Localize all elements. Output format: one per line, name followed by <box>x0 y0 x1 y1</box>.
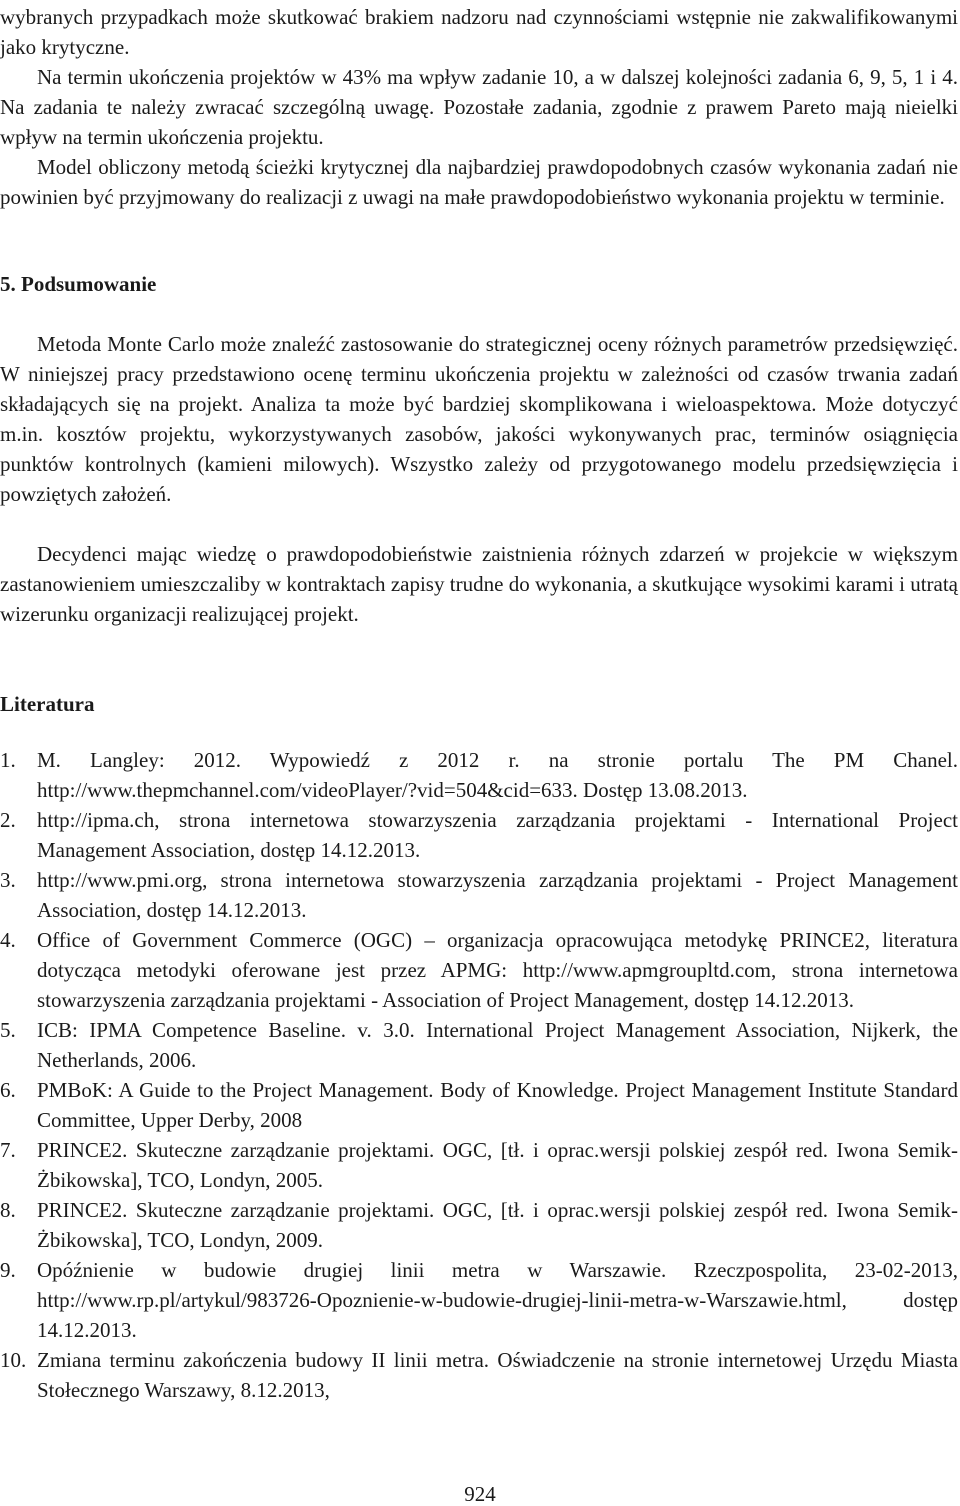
paragraph-critical-path-model: Model obliczony metodą ścieżki krytycznej dla najbardziej prawdopodobnych czasów wykonania zadań nie powinien być przyjmowany do realizacji z uwagi na małe prawdopodobieństwo wykonania projektu w terminie. <box>0 155 958 209</box>
reference-item <box>0 865 958 925</box>
reference-text: http://www.pmi.org, strona internetowa stowarzyszenia zarządzania projektami - Project Management Association, dostęp 14.12.2013. <box>37 868 958 922</box>
reference-item <box>0 1195 958 1255</box>
reference-text: http://ipma.ch, strona internetowa stowarzyszenia zarządzania projektami - International Project Management Association, dostęp 14.12.2013. <box>37 808 958 862</box>
reference-number: 3. <box>0 868 16 892</box>
reference-number: 6. <box>0 1078 16 1102</box>
reference-text: Opóźnienie w budowie drugiej linii metra w Warszawie. Rzeczpospolita, 23-02-2013, http://www.rp.pl/artykul/983726-Opoznienie-w-budowie-drugiej-linii-metra-w-Warszawie.html, dostęp 14.12.2013. <box>37 1258 958 1342</box>
paragraph-summary-decision-makers: Decydenci mając wiedzę o prawdopodobieństwie zaistnienia różnych zdarzeń w projekcie w większym zastanowieniem umieszczaliby w kontraktach zapisy trudne do wykonania, a skutkujące wysokimi karami i utratą wizerunku organizacji realizującej projekt. <box>0 542 958 626</box>
reference-item <box>0 1135 958 1195</box>
reference-list <box>0 745 958 1405</box>
reference-item <box>0 1015 958 1075</box>
reference-number: 8. <box>0 1198 16 1222</box>
section-heading-summary: 5. Podsumowanie <box>0 272 157 296</box>
reference-number: 2. <box>0 808 16 832</box>
reference-text: PRINCE2. Skuteczne zarządzanie projektami. OGC, [tł. i oprac.wersji polskiej zespół red. Iwona Semik-Żbikowska], TCO, Londyn, 2009. <box>37 1198 958 1252</box>
reference-number: 9. <box>0 1258 16 1282</box>
reference-number: 5. <box>0 1018 16 1042</box>
reference-text: M. Langley: 2012. Wypowiedź z 2012 r. na stronie portalu The PM Chanel. http://www.thepmchannel.com/videoPlayer/?vid=504&cid=633. Dostęp 13.08.2013. <box>37 748 958 802</box>
reference-text: PMBoK: A Guide to the Project Management. Body of Knowledge. Project Management Institute Standard Committee, Upper Derby, 2008 <box>37 1078 958 1132</box>
reference-number: 10. <box>0 1348 27 1372</box>
reference-text: PRINCE2. Skuteczne zarządzanie projektami. OGC, [tł. i oprac.wersji polskiej zespół red. Iwona Semik-Żbikowska], TCO, Londyn, 2005. <box>37 1138 958 1192</box>
reference-item <box>0 805 958 865</box>
paragraph-critical-tasks: Na termin ukończenia projektów w 43% ma wpływ zadanie 10, a w dalszej kolejności zadania 6, 9, 5, 1 i 4. Na zadania te należy zwracać szczególną uwagę. Pozostałe zadania, zgodnie z prawem Pareto mają nieielki wpływ na termin ukończenia projektu. <box>0 65 958 149</box>
page-number: 924 <box>464 1482 496 1506</box>
reference-item <box>0 745 958 805</box>
reference-text: Office of Government Commerce (OGC) – organizacja opracowująca metodykę PRINCE2, literatura dotycząca metodyki oferowane jest przez APMG: http://www.apmgroupltd.com, strona internetowa stowarzyszenia zarządzania projektami - Association of Project Management, dostęp 14.12.2013. <box>37 928 958 1012</box>
reference-number: 7. <box>0 1138 16 1162</box>
paragraph-continuation: wybranych przypadkach może skutkować brakiem nadzoru nad czynnościami wstępnie nie zakwalifikowanymi jako krytyczne. <box>0 5 958 59</box>
reference-number: 1. <box>0 748 16 772</box>
reference-item <box>0 1075 958 1135</box>
paragraph-summary-monte-carlo: Metoda Monte Carlo może znaleźć zastosowanie do strategicznej oceny różnych parametrów przedsięwzięć. W niniejszej pracy przedstawiono ocenę terminu ukończenia projektu w zależności od czasów trwania zadań składających się na projekt. Analiza ta może być bardziej skomplikowana i wieloaspektowa. Może dotyczyć m.in. kosztów projektu, wykorzystywanych zasobów, jakości wykonywanych prac, terminów osiągnięcia punktów kontrolnych (kamieni milowych). Wszystko zależy od przygotowanego modelu przedsięwzięcia i powziętych założeń. <box>0 332 958 506</box>
section-heading-literature: Literatura <box>0 692 95 716</box>
reference-item <box>0 925 958 1015</box>
reference-number: 4. <box>0 928 16 952</box>
reference-text: ICB: IPMA Competence Baseline. v. 3.0. International Project Management Association, Nijkerk, the Netherlands, 2006. <box>37 1018 958 1072</box>
reference-text: Zmiana terminu zakończenia budowy II linii metra. Oświadczenie na stronie internetowej Urzędu Miasta Stołecznego Warszawy, 8.12.2013, <box>37 1348 958 1402</box>
reference-item <box>0 1345 958 1405</box>
reference-item <box>0 1255 958 1345</box>
